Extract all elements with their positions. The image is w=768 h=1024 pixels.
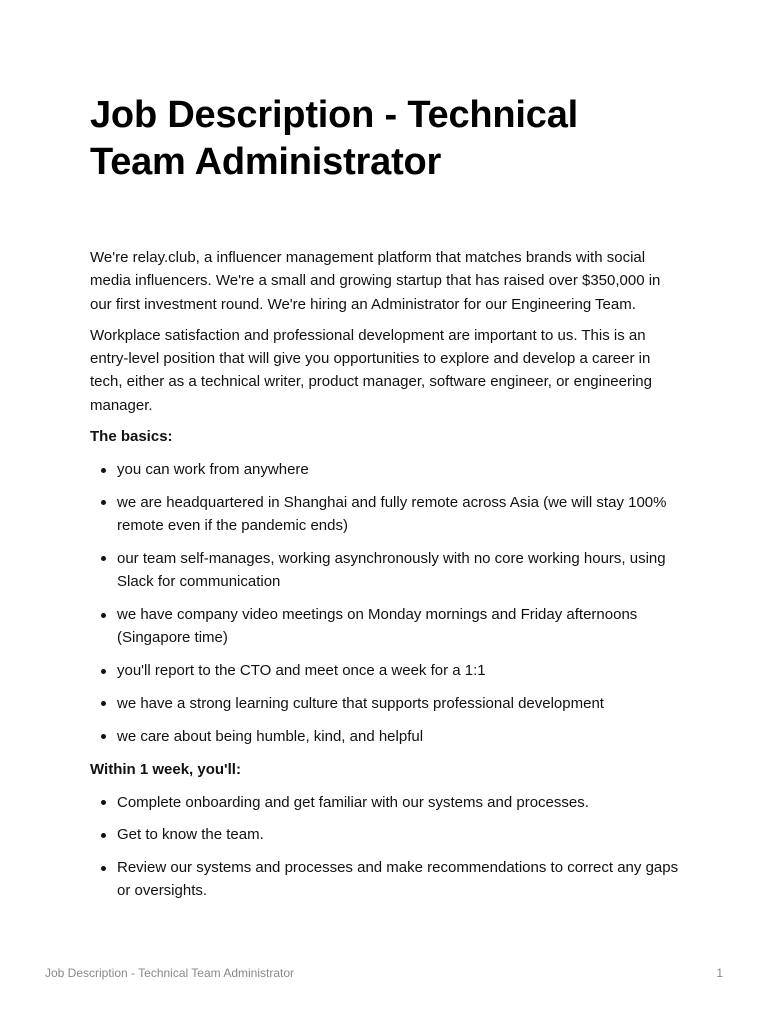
list-item: we care about being humble, kind, and helpful: [117, 725, 680, 748]
section-heading-basics: The basics:: [90, 428, 173, 446]
list-item: we have a strong learning culture that supports professional development: [117, 692, 680, 715]
page-title: Job Description - Technical Team Administrator: [90, 94, 578, 183]
section-heading-first-week: Within 1 week, you'll:: [90, 760, 241, 778]
intro-paragraph-1: We're relay.club, a influencer management platform that matches brands with social media influencers. We're a small and growing startup that has raised over $350,000 in our first investment round. We're hiring an Administrator for our Engineering Team.: [90, 249, 661, 313]
list-item: you can work from anywhere: [117, 458, 680, 481]
list-item: you'll report to the CTO and meet once a week for a 1:1: [117, 659, 680, 682]
first-week-list: [90, 791, 680, 903]
list-item: Review our systems and processes and make recommendations to correct any gaps or oversights.: [117, 856, 680, 903]
document-content: [90, 246, 680, 903]
footer-page-number: 1: [716, 966, 723, 980]
footer-title: Job Description - Technical Team Administrator: [45, 966, 294, 980]
list-item: we have company video meetings on Monday mornings and Friday afternoons (Singapore time): [117, 603, 680, 650]
list-item: our team self-manages, working asynchronously with no core working hours, using Slack for communication: [117, 547, 680, 594]
intro-paragraph-2: Workplace satisfaction and professional development are important to us. This is an entry-level position that will give you opportunities to explore and develop a career in tech, either as a technical writer, product manager, software engineer, or engineering manager.: [90, 326, 652, 414]
list-item: Complete onboarding and get familiar with our systems and processes.: [117, 791, 680, 814]
document-page: [90, 92, 680, 912]
list-item: Get to know the team.: [117, 823, 680, 846]
basics-list: [90, 458, 680, 748]
list-item: we are headquartered in Shanghai and fully remote across Asia (we will stay 100% remote even if the pandemic ends): [117, 491, 680, 538]
